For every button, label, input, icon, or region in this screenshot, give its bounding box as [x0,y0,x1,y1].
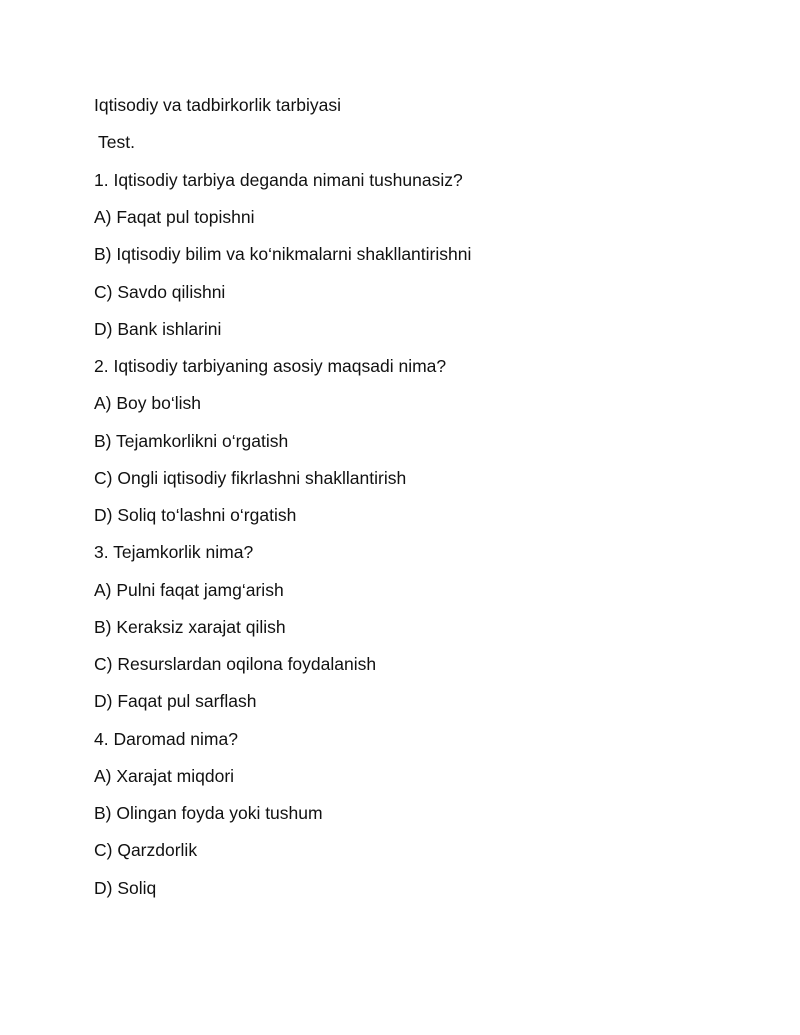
question-3-option-a: A) Pulni faqat jamg‘arish [94,580,284,600]
question-2-option-c: C) Ongli iqtisodiy fikrlashni shakllantirish [94,468,407,488]
question-4-option-d: D) Soliq [94,878,157,898]
document-title: Iqtisodiy va tadbirkorlik tarbiyasi [94,95,342,115]
question-2-option-d: D) Soliq to‘lashni o‘rgatish [94,505,297,525]
question-4: 4. Daromad nima? [94,729,238,749]
question-3: 3. Tejamkorlik nima? [94,542,254,562]
question-1: 1. Iqtisodiy tarbiya deganda nimani tushunasiz? [94,170,463,190]
document-subtitle: Test. [98,132,135,152]
question-3-option-d: D) Faqat pul sarflash [94,691,257,711]
question-2-option-b: B) Tejamkorlikni o‘rgatish [94,431,289,451]
question-2: 2. Iqtisodiy tarbiyaning asosiy maqsadi nima? [94,356,447,376]
question-3-option-b: B) Keraksiz xarajat qilish [94,617,286,637]
question-2-option-a: A) Boy bo‘lish [94,393,201,413]
question-4-option-a: A) Xarajat miqdori [94,766,235,786]
question-1-option-d: D) Bank ishlarini [94,319,222,339]
question-3-option-c: C) Resurslardan oqilona foydalanish [94,654,377,674]
question-1-option-c: C) Savdo qilishni [94,282,226,302]
question-1-option-a: A) Faqat pul topishni [94,207,255,227]
question-1-option-b: B) Iqtisodiy bilim va ko‘nikmalarni shakllantirishni [94,244,472,264]
question-4-option-b: B) Olingan foyda yoki tushum [94,803,323,823]
question-4-option-c: C) Qarzdorlik [94,840,198,860]
